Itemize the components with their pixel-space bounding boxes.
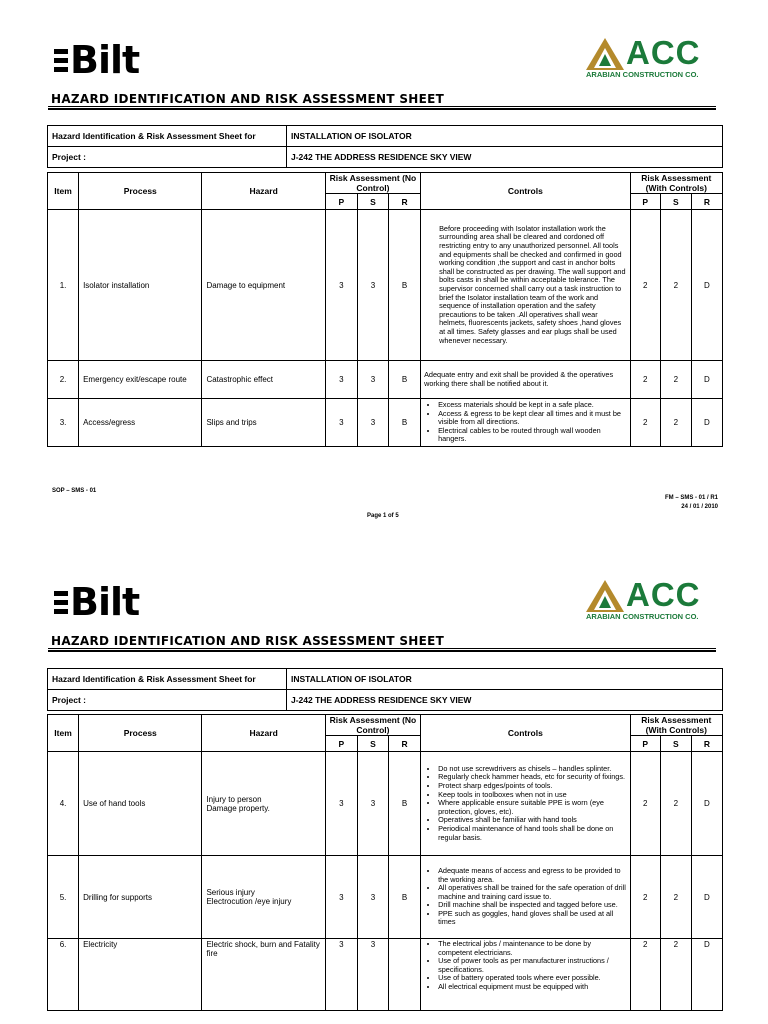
row-hazard (202, 856, 325, 939)
row-item: 3. (48, 399, 79, 447)
col-controls: Controls (421, 173, 631, 210)
list-item: • Keep tools in toolboxes when not in use (438, 791, 627, 800)
col-ra-with-controls: Risk Assessment (With Controls) (630, 715, 722, 736)
page-number: Page 1 of 5 (367, 513, 399, 519)
row-r-before: B (388, 210, 420, 361)
list-item: • The electrical jobs / maintenance to be done by competent electricians. (438, 940, 627, 957)
row-s-before: 3 (357, 856, 388, 939)
row-r-before: B (388, 752, 420, 856)
row-p-after: 2 (630, 856, 660, 939)
row-p-before: 3 (325, 939, 357, 1011)
title-rule (48, 106, 716, 107)
project-label: Project : (48, 690, 287, 711)
list-item: • All operatives shall be trained for the safe operation of drill machine and training card issue to. (438, 884, 627, 901)
row-r-after: D (691, 939, 722, 1011)
row-p-after: 2 (630, 210, 660, 361)
row-r-after: D (691, 752, 722, 856)
sheet-title: HAZARD IDENTIFICATION AND RISK ASSESSMENT SHEET (51, 634, 445, 648)
col-hazard: Hazard (202, 173, 325, 210)
row-p-after: 2 (630, 399, 660, 447)
list-item: • Use of power tools as per manufacturer instructions / specifications. (438, 957, 627, 974)
col-ra-no-control: Risk Assessment (No Control) (325, 715, 420, 736)
sheet-info-table (47, 668, 723, 711)
row-s-before: 3 (357, 210, 388, 361)
list-item: • Protect sharp edges/points of tools. (438, 782, 627, 791)
col-p: P (325, 736, 357, 752)
acc-logo-text: ACC (626, 34, 701, 71)
footer-right-code: FM – SMS - 01 / R1 (664, 495, 718, 501)
row-controls (421, 752, 631, 856)
row-r-after: D (691, 361, 722, 399)
project-label: Project : (48, 147, 287, 168)
list-item: • Drill machine shall be inspected and tagged before use. (438, 901, 627, 910)
sheet-for-value: INSTALLATION OF ISOLATOR (287, 126, 723, 147)
row-s-after: 2 (660, 752, 691, 856)
controls-list (424, 867, 627, 927)
risk-table-page-2 (47, 714, 723, 1011)
col-s: S (357, 736, 388, 752)
row-controls: Adequate entry and exit shall be provided & the operatives working there shall be notified about it. (421, 361, 631, 399)
row-p-after: 2 (630, 939, 660, 1011)
row-process: Drilling for supports (79, 856, 202, 939)
row-p-before: 3 (325, 361, 357, 399)
col-ra-no-control: Risk Assessment (No Control) (325, 173, 420, 194)
row-p-before: 3 (325, 856, 357, 939)
controls-list (424, 940, 627, 992)
footer-left-code: SOP – SMS - 01 (52, 488, 97, 494)
row-item: 4. (48, 752, 79, 856)
sheet-for-row (48, 126, 723, 147)
row-item: 2. (48, 361, 79, 399)
row-hazard (202, 752, 325, 856)
col-r: R (691, 194, 722, 210)
list-item: • Periodical maintenance of hand tools shall be done on regular basis. (438, 825, 627, 842)
col-ra-with-controls: Risk Assessment (With Controls) (630, 173, 722, 194)
table-row (48, 939, 723, 1011)
row-hazard-line: fire (206, 949, 218, 958)
row-s-before: 3 (357, 399, 388, 447)
sheet-for-label: Hazard Identification & Risk Assessment Sheet for (48, 669, 287, 690)
col-p: P (630, 194, 660, 210)
list-item: • All electrical equipment must be equipped with (438, 983, 627, 992)
row-r-before: B (388, 399, 420, 447)
row-process: Emergency exit/escape route (79, 361, 202, 399)
sheet-info-table (47, 125, 723, 168)
row-hazard-line: Injury to person (206, 794, 262, 804)
row-r-after: D (691, 399, 722, 447)
bilt-logo-mark-icon (54, 591, 68, 617)
row-r-before: B (388, 856, 420, 939)
controls-list (424, 401, 627, 444)
col-r: R (388, 736, 420, 752)
row-controls (421, 399, 631, 447)
table-row (48, 399, 723, 447)
row-p-after: 2 (630, 752, 660, 856)
project-row (48, 690, 723, 711)
list-item: • Do not use screwdrivers as chisels – handles splinter. (438, 765, 627, 774)
title-rule-thick (48, 108, 716, 110)
table-header-row (48, 715, 723, 736)
controls-list (424, 765, 627, 842)
list-item: • Regularly check hammer heads, etc for security of fixings. (438, 773, 627, 782)
col-process: Process (79, 715, 202, 752)
row-controls (421, 939, 631, 1011)
list-item: • Excess materials should be kept in a safe place. (438, 401, 627, 410)
acc-logo-subtitle: ARABIAN CONSTRUCTION CO. (586, 70, 699, 79)
acc-triangle-icon (586, 38, 624, 70)
col-p: P (325, 194, 357, 210)
sheet-for-row (48, 669, 723, 690)
row-process: Access/egress (79, 399, 202, 447)
project-value: J-242 THE ADDRESS RESIDENCE SKY VIEW (287, 690, 723, 711)
row-hazard-line: Electrocution /eye injury (206, 897, 292, 906)
row-hazard: Catastrophic effect (202, 361, 325, 399)
col-controls: Controls (421, 715, 631, 752)
row-s-after: 2 (660, 210, 691, 361)
table-row (48, 210, 723, 361)
row-hazard-line: Electric shock, burn and Fatality (206, 940, 320, 949)
bilt-logo-text: Bilt (70, 38, 140, 82)
row-process: Electricity (79, 939, 202, 1011)
list-item: • Where applicable ensure suitable PPE is worn (eye protection, gloves, etc). (438, 799, 627, 816)
row-s-before: 3 (357, 752, 388, 856)
col-r: R (388, 194, 420, 210)
footer-right-date: 24 / 01 / 2010 (681, 504, 718, 510)
sheet-for-value: INSTALLATION OF ISOLATOR (287, 669, 723, 690)
row-p-before: 3 (325, 752, 357, 856)
title-rule-thick (48, 650, 716, 652)
list-item: • PPE such as goggles, hand gloves shall be used at all times (438, 910, 627, 927)
row-s-after: 2 (660, 361, 691, 399)
list-item: • Access & egress to be kept clear all times and it must be visible from all directions. (438, 410, 627, 427)
bilt-logo (54, 40, 139, 80)
col-process: Process (79, 173, 202, 210)
bilt-logo (54, 582, 139, 622)
row-p-before: 3 (325, 210, 357, 361)
row-s-before: 3 (357, 939, 388, 1011)
list-item: • Electrical cables to be routed through wall wooden hangers. (438, 427, 627, 444)
row-s-before: 3 (357, 361, 388, 399)
col-item: Item (48, 715, 79, 752)
acc-triangle-icon (586, 580, 624, 612)
col-s: S (660, 194, 691, 210)
col-s: S (660, 736, 691, 752)
project-value: J-242 THE ADDRESS RESIDENCE SKY VIEW (287, 147, 723, 168)
bilt-logo-text: Bilt (70, 580, 140, 624)
row-s-after: 2 (660, 939, 691, 1011)
project-row (48, 147, 723, 168)
risk-table-page-1 (47, 172, 723, 447)
col-r: R (691, 736, 722, 752)
row-r-after: D (691, 856, 722, 939)
row-process: Use of hand tools (79, 752, 202, 856)
row-s-after: 2 (660, 399, 691, 447)
page-2 (0, 542, 768, 1024)
row-process: Isolator installation (79, 210, 202, 361)
list-item: • Use of battery operated tools where ever possible. (438, 974, 627, 983)
col-s: S (357, 194, 388, 210)
row-s-after: 2 (660, 856, 691, 939)
row-item: 6. (48, 939, 79, 1011)
row-hazard (202, 939, 325, 1011)
acc-logo-text: ACC (626, 576, 701, 613)
row-controls: Before proceeding with Isolator installation work the surrounding area shall be cleared and cordoned off restricting entry to any unauthorized personnel. All tools and equipments shall be checked and confirmed in good working condition ,the support and cast in anchor bolts shall be constructed as per drawing. The wall support and bolts casts in shall be within acceptable tolerance. The supervisor concerned shall carry out a task instruction to brief the Isolator installation team of the work and sequence of installation operation and the safety precautions to be taken .All operatives shall wear helmets, fluorescents jackets, safety shoes ,hand gloves at all times. Safety glasses and ear plugs shall be used whenever necessary. (421, 210, 631, 361)
acc-logo (586, 36, 716, 78)
row-item: 1. (48, 210, 79, 361)
row-hazard-line: Damage property. (206, 803, 270, 813)
row-hazard: Damage to equipment (202, 210, 325, 361)
row-p-after: 2 (630, 361, 660, 399)
row-item: 5. (48, 856, 79, 939)
acc-logo (586, 578, 716, 620)
col-hazard: Hazard (202, 715, 325, 752)
list-item: • Operatives shall be familiar with hand tools (438, 816, 627, 825)
acc-logo-subtitle: ARABIAN CONSTRUCTION CO. (586, 612, 699, 621)
table-row (48, 361, 723, 399)
row-hazard: Slips and trips (202, 399, 325, 447)
row-r-after: D (691, 210, 722, 361)
sheet-title: HAZARD IDENTIFICATION AND RISK ASSESSMENT SHEET (51, 92, 445, 106)
col-p: P (630, 736, 660, 752)
row-r-before (388, 939, 420, 1011)
list-item: • Adequate means of access and egress to be provided to the working area. (438, 867, 627, 884)
row-r-before: B (388, 361, 420, 399)
col-item: Item (48, 173, 79, 210)
table-header-row (48, 173, 723, 194)
row-controls (421, 856, 631, 939)
sheet-for-label: Hazard Identification & Risk Assessment Sheet for (48, 126, 287, 147)
row-p-before: 3 (325, 399, 357, 447)
row-hazard-line: Serious injury (206, 888, 255, 897)
title-rule (48, 648, 716, 649)
table-row (48, 856, 723, 939)
table-row (48, 752, 723, 856)
bilt-logo-mark-icon (54, 49, 68, 75)
